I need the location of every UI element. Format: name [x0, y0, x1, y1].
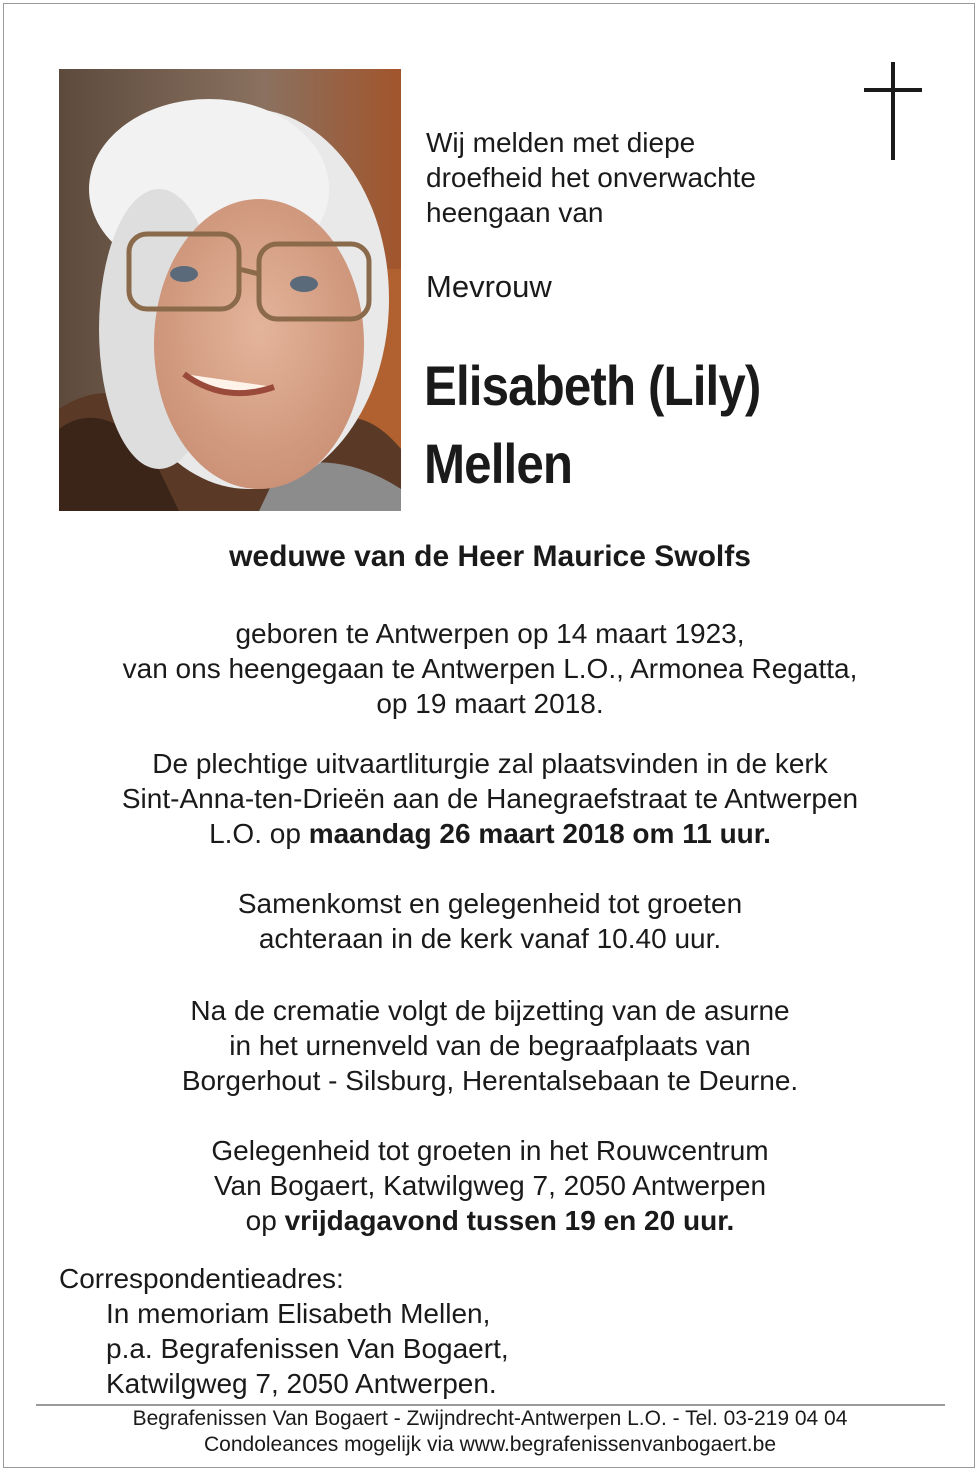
- name-line-1: Elisabeth (Lily): [424, 354, 761, 417]
- gathering-line: achteraan in de kerk vanaf 10.40 uur.: [258, 923, 722, 954]
- widow-of-line: weduwe van de Heer Maurice Swolfs: [229, 540, 751, 573]
- correspondence-line: p.a. Begrafenissen Van Bogaert,: [106, 1333, 509, 1364]
- cremation-block: [0, 993, 980, 1098]
- funeral-block: [0, 746, 980, 851]
- gathering-block: [0, 886, 980, 956]
- visitation-time: vrijdagavond tussen 19 en 20 uur.: [284, 1205, 735, 1236]
- visitation-block: [0, 1133, 980, 1238]
- cremation-line: in het urnenveld van de begraafplaats van: [229, 1030, 751, 1061]
- intro-line: droefheid het onverwachte: [426, 162, 756, 193]
- honorific-title: Mevrouw: [426, 269, 552, 304]
- intro-line: Wij melden met diepe: [426, 127, 696, 158]
- funeral-date: maandag 26 maart 2018 om 11 uur.: [308, 818, 771, 849]
- birth-line: op 19 maart 2018.: [376, 688, 604, 719]
- correspondence-line: In memoriam Elisabeth Mellen,: [106, 1298, 491, 1329]
- funeral-line-1: De plechtige uitvaartliturgie zal plaatsvinden in de kerk: [152, 748, 828, 779]
- name-line-2: Mellen: [424, 432, 573, 495]
- footer: [0, 1406, 980, 1458]
- intro-line: heengaan van: [426, 197, 604, 228]
- birth-death-block: [0, 616, 980, 721]
- portrait-photo: [59, 69, 401, 511]
- correspondence-address: [59, 1261, 509, 1401]
- birth-line: geboren te Antwerpen op 14 maart 1923,: [235, 618, 745, 649]
- cross-icon: [864, 62, 922, 160]
- visitation-line-3: [0, 1203, 980, 1238]
- footer-website: Condoleances mogelijk via www.begrafenissenvanbogaert.be: [203, 1433, 776, 1456]
- correspondence-label: Correspondentieadres:: [59, 1263, 344, 1294]
- intro-text: [426, 125, 846, 230]
- cremation-line: Na de crematie volgt de bijzetting van de asurne: [190, 995, 790, 1026]
- cremation-line: Borgerhout - Silsburg, Herentalsebaan te Deurne.: [181, 1065, 799, 1096]
- visitation-line-1: Gelegenheid tot groeten in het Rouwcentrum: [211, 1135, 769, 1166]
- funeral-line-3-prefix: L.O. op: [209, 818, 309, 849]
- gathering-line: Samenkomst en gelegenheid tot groeten: [237, 888, 743, 919]
- funeral-line-2: Sint-Anna-ten-Drieën aan de Hanegraefstraat te Antwerpen: [121, 783, 859, 814]
- funeral-line-3: [0, 816, 980, 851]
- visitation-line-2: Van Bogaert, Katwilgweg 7, 2050 Antwerpen: [213, 1170, 767, 1201]
- deceased-name: [424, 347, 760, 503]
- birth-line: van ons heengegaan te Antwerpen L.O., Armonea Regatta,: [122, 653, 858, 684]
- correspondence-line: Katwilgweg 7, 2050 Antwerpen.: [106, 1368, 497, 1399]
- footer-contact: Begrafenissen Van Bogaert - Zwijndrecht-Antwerpen L.O. - Tel. 03-219 04 04: [132, 1407, 848, 1430]
- visitation-line-3-prefix: op: [245, 1205, 285, 1236]
